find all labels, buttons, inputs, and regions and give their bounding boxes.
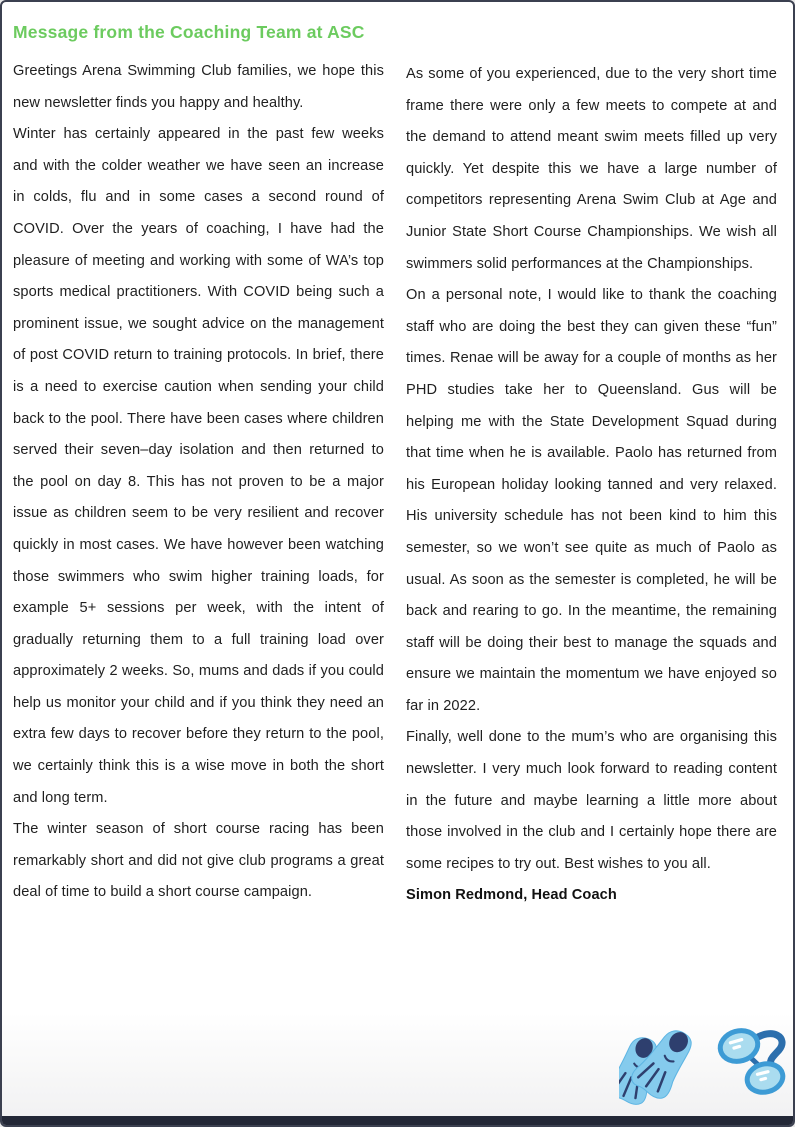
- fins-icon: [619, 1022, 700, 1108]
- paragraph-staff: On a personal note, I would like to thank the coaching staff who are doing the best they can given these “fun” times. Renae will be away for a couple of months as her PHD studies take her to Queensland. Gus will be helping me with the State Development Squad during that time when he is available. Paolo has returned from his European holiday looking tanned and very relaxed. His university schedule has not been kind to him this semester, so we won’t see quite as much of Paolo as usual. As soon as the semester is completed, he will be back and rearing to go. In the meantime, the remaining staff will be doing their best to manage the squads and ensure we maintain the momentum we have enjoyed so far in 2022.: [406, 287, 777, 714]
- article-content: [2, 2, 793, 912]
- footer-bar: [2, 1116, 793, 1125]
- signature-line: Simon Redmond, Head Coach: [406, 887, 617, 904]
- article-heading: Message from the Coaching Team at ASC: [13, 22, 365, 42]
- goggles-icon: [717, 1026, 786, 1096]
- paragraph-meets: As some of you experienced, due to the very short time frame there were only a few meets to compete at and the demand to attend meant swim meets filled up very quickly. Yet despite this we have a large number of competitors representing Arena Swim Club at Age and Junior State Short Course Championships. We wish all swimmers solid performances at the Championships.: [406, 66, 777, 272]
- swim-gear-art: [619, 1020, 791, 1116]
- left-column: [13, 22, 384, 912]
- paragraph-closing: Finally, well done to the mum’s who are organising this newsletter. I very much look forward to reading content in the future and maybe learning a little more about those involved in the club and I certainly hope there are some recipes to try out. Best wishes to you all.: [406, 729, 777, 872]
- paragraph-greeting: Greetings Arena Swimming Club families, we hope this new newsletter finds you happy and healthy.: [13, 63, 384, 111]
- paragraph-winter-covid: Winter has certainly appeared in the past few weeks and with the colder weather we have seen an increase in colds, flu and in some cases a second round of COVID. Over the years of coaching, I have had the pleasure of meeting and working with some of WA’s top sports medical practitioners. With COVID being such a prominent issue, we sought advice on the management of post COVID return to training protocols. In brief, there is a need to exercise caution when sending your child back to the pool. There have been cases where children served their seven–day isolation and then returned to the pool on day 8. This has not proven to be a major issue as children seem to be very resilient and recover quickly in most cases. We have however been watching those swimmers who swim higher training loads, for example 5+ sessions per week, with the intent of gradually returning them to a full training load over approximately 2 weeks. So, mums and dads if you could help us monitor your child and if you think they need an extra few days to recover before they return to the pool, we certainly think this is a wise move in both the short and long term.: [13, 126, 384, 806]
- paragraph-winter-season: The winter season of short course racing has been remarkably short and did not give club programs a great deal of time to build a short course campaign.: [13, 821, 384, 901]
- right-column: [406, 22, 777, 912]
